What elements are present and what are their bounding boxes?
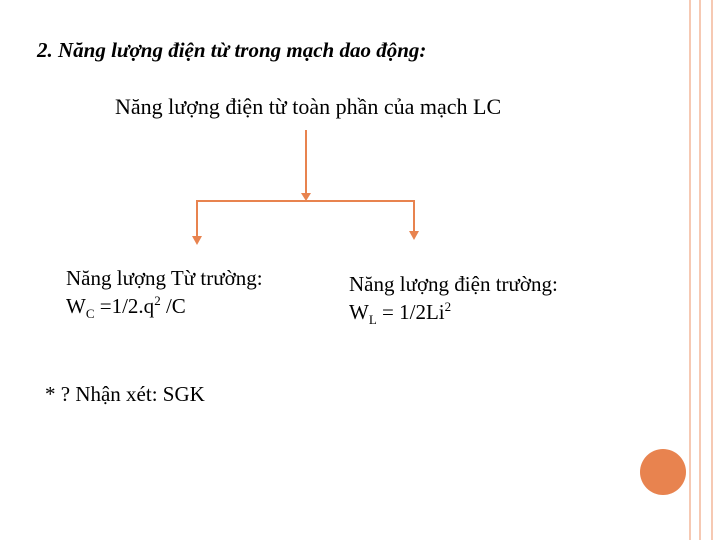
formula-superscript: 2 <box>444 299 452 314</box>
left-arrowhead <box>192 236 202 245</box>
root-node-label: Năng lượng điện từ toàn phần của mạch LC <box>115 94 502 119</box>
magnetic-energy-label: Năng lượng Từ trường: <box>66 266 263 290</box>
magnetic-energy-formula <box>66 293 186 322</box>
formula-symbol: W <box>349 300 369 324</box>
slide-heading: 2. Năng lượng điện từ trong mạch dao động: <box>37 38 427 62</box>
remark-note: * ? Nhận xét: SGK <box>45 382 205 406</box>
formula-expression: =1/2.q <box>94 294 155 318</box>
right-arrowhead <box>409 231 419 240</box>
electric-energy-formula <box>349 299 452 328</box>
formula-tail: /C <box>160 294 186 318</box>
trunk-arrowhead <box>301 193 311 201</box>
formula-symbol: W <box>66 294 86 318</box>
decorative-circle <box>640 449 686 495</box>
formula-subscript: L <box>368 312 377 328</box>
formula-subscript: C <box>85 306 95 322</box>
formula-expression: = 1/2Li <box>376 300 445 324</box>
formula-superscript: 2 <box>154 293 161 308</box>
electric-energy-label: Năng lượng điện trường: <box>349 272 558 296</box>
